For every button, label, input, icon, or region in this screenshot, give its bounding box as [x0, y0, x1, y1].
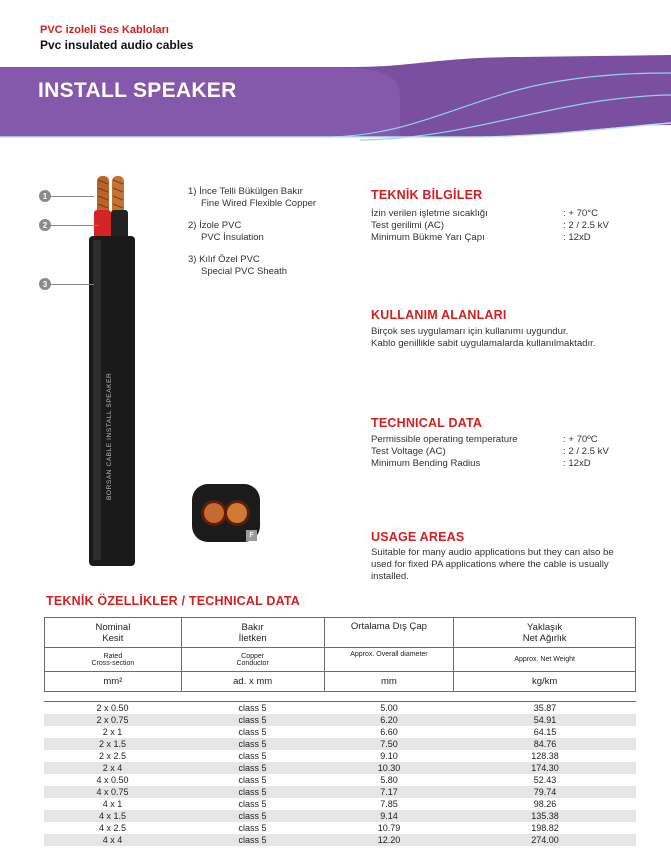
table-cell: class 5 — [238, 787, 267, 797]
spec-row: Minimum Bükme Yarı Çapı : 12xD — [371, 232, 591, 243]
header-cell: Ortalama Dış Çap — [324, 618, 454, 648]
table-cell: class 5 — [238, 823, 267, 833]
spec-row: Test Voltage (AC) : 2 / 2.5 kV — [371, 446, 609, 457]
table-cell: 4 x 0.50 — [96, 775, 129, 785]
table-cell: class 5 — [238, 703, 267, 713]
marker-1: 1 — [39, 190, 51, 202]
title-english: Pvc insulated audio cables — [40, 38, 194, 52]
table-cell: 35.87 — [533, 703, 557, 713]
cross-section-image — [192, 484, 260, 542]
feature-item: 1) İnce Telli Bükülgen Bakır Fine Wired Flexible Copper — [188, 186, 317, 209]
table-cell: 10.79 — [377, 823, 401, 833]
table-cell: 52.43 — [533, 775, 557, 785]
table-cell: 84.76 — [533, 739, 557, 749]
table-cell: 2 x 0.50 — [96, 703, 129, 713]
feature-list — [188, 186, 316, 277]
table-cell: 10.30 — [377, 763, 401, 773]
table-header-block — [44, 617, 636, 692]
spec-row: Test gerilimi (AC) : 2 / 2.5 kV — [371, 220, 609, 231]
marker-3: 3 — [39, 278, 51, 290]
table-cell: 79.74 — [533, 787, 557, 797]
table-cell: 4 x 1.5 — [98, 811, 127, 821]
table-cell: 98.26 — [533, 799, 557, 809]
teknik-bilgiler-section — [371, 188, 661, 244]
unit-cell: ad. x mm — [181, 672, 324, 692]
table-row — [44, 798, 636, 810]
table-row — [44, 834, 636, 846]
table-cell: 6.20 — [380, 715, 398, 725]
usage-areas-section: USAGE AREAS Suitable for many audio applications but they can also be used for fixed PA applications where the cable is usually installed. — [371, 530, 661, 583]
table-cell: 4 x 0.75 — [96, 787, 129, 797]
table-cell: 198.82 — [531, 823, 559, 833]
table-cell: 274.00 — [531, 835, 559, 845]
table-cell: 4 x 1 — [102, 799, 123, 809]
table-cell: 4 x 2.5 — [98, 823, 127, 833]
section-heading: TECHNICAL DATA — [371, 416, 483, 430]
table-row — [44, 726, 636, 738]
table-cell: 2 x 0.75 — [96, 715, 129, 725]
banner — [0, 55, 671, 145]
table-row — [44, 702, 636, 714]
header-row-tr — [45, 618, 636, 648]
table-row — [44, 822, 636, 834]
kullanim-alanlari-section: KULLANIM ALANLARI Birçok ses uygulamarı için kullanımı uygundur. Kablo genillikle sabit uygulamalarda kullanılmaktadır. — [371, 308, 666, 350]
table-cell: 174.30 — [531, 763, 559, 773]
table-row — [44, 762, 636, 774]
table-row — [44, 810, 636, 822]
banner-title: INSTALL SPEAKER — [38, 79, 237, 102]
table-cell: 128.38 — [531, 751, 559, 761]
section-heading: TEKNİK BİLGİLER — [371, 188, 483, 202]
header-cell: Yaklaşık Net Ağırlık — [454, 618, 636, 648]
table-cell: 12.20 — [377, 835, 401, 845]
spec-row: Minimum Bending Radius : 12xD — [371, 458, 591, 469]
table-row — [44, 714, 636, 726]
marker-line-2 — [50, 225, 98, 226]
header-cell: Copper Conductor — [181, 648, 324, 672]
unit-cell: mm² — [45, 672, 182, 692]
section-heading: USAGE AREAS — [371, 530, 465, 544]
unit-cell: kg/km — [454, 672, 636, 692]
table-cell: 54.91 — [533, 715, 557, 725]
table-cell: 5.00 — [380, 703, 398, 713]
table-cell: 7.85 — [380, 799, 398, 809]
table-heading: TEKNİK ÖZELLİKLER / TECHNICAL DATA — [46, 594, 301, 608]
table-cell: 9.10 — [380, 751, 398, 761]
spec-row: İzin verilen işletme sıcaklığı : + 70°C — [371, 208, 599, 219]
table-row — [44, 738, 636, 750]
table-row — [44, 750, 636, 762]
table-cell: 4 x 4 — [102, 835, 123, 845]
section-badge: F — [246, 530, 257, 541]
marker-line-1 — [50, 196, 94, 197]
cable-print: BORSAN CABLE INSTALL SPEAKER — [106, 372, 113, 500]
table-cell: 2 x 4 — [102, 763, 123, 773]
table-row — [44, 786, 636, 798]
cable-illustration — [85, 170, 145, 570]
section-heading: KULLANIM ALANLARI — [371, 308, 507, 322]
feature-item: 3) Kılıf Özel PVC Special PVC Sheath — [188, 254, 288, 277]
header-cell: Approx. Net Weight — [454, 648, 636, 672]
table-cell: class 5 — [238, 811, 267, 821]
header-cell: Rated Cross-section — [45, 648, 182, 672]
table-cell: 135.38 — [531, 811, 559, 821]
spec-row: Permissible operating temperature : + 70ºC — [371, 434, 598, 445]
table-cell: class 5 — [238, 727, 267, 737]
table-row — [44, 774, 636, 786]
table-cell: 2 x 1.5 — [98, 739, 127, 749]
table-cell: class 5 — [238, 799, 267, 809]
table-cell: 9.14 — [380, 811, 398, 821]
table-cell: class 5 — [238, 715, 267, 725]
table-cell: class 5 — [238, 739, 267, 749]
header-row-unit — [45, 672, 636, 692]
data-table — [44, 701, 636, 846]
feature-item: 2) İzole PVC PVC İnsulation — [188, 220, 264, 243]
table-cell: 7.17 — [380, 787, 398, 797]
table-cell: 2 x 2.5 — [98, 751, 127, 761]
marker-line-3 — [50, 284, 94, 285]
header-row-en — [45, 648, 636, 672]
table-cell: class 5 — [238, 835, 267, 845]
table-cell: 64.15 — [533, 727, 557, 737]
table-cell: class 5 — [238, 763, 267, 773]
marker-2: 2 — [39, 219, 51, 231]
header-cell: Approx. Overall diameter — [324, 648, 454, 672]
title-turkish: PVC izoleli Ses Kabloları — [40, 24, 169, 36]
table-cell: 7.50 — [380, 739, 398, 749]
table-cell: class 5 — [238, 775, 267, 785]
header-cell: Bakır İletken — [181, 618, 324, 648]
header-cell: Nominal Kesit — [45, 618, 182, 648]
table-cell: 6.60 — [380, 727, 398, 737]
technical-data-section — [371, 416, 661, 470]
table-cell: class 5 — [238, 751, 267, 761]
table-cell: 2 x 1 — [102, 727, 123, 737]
unit-cell: mm — [324, 672, 454, 692]
table-cell: 5.80 — [380, 775, 398, 785]
